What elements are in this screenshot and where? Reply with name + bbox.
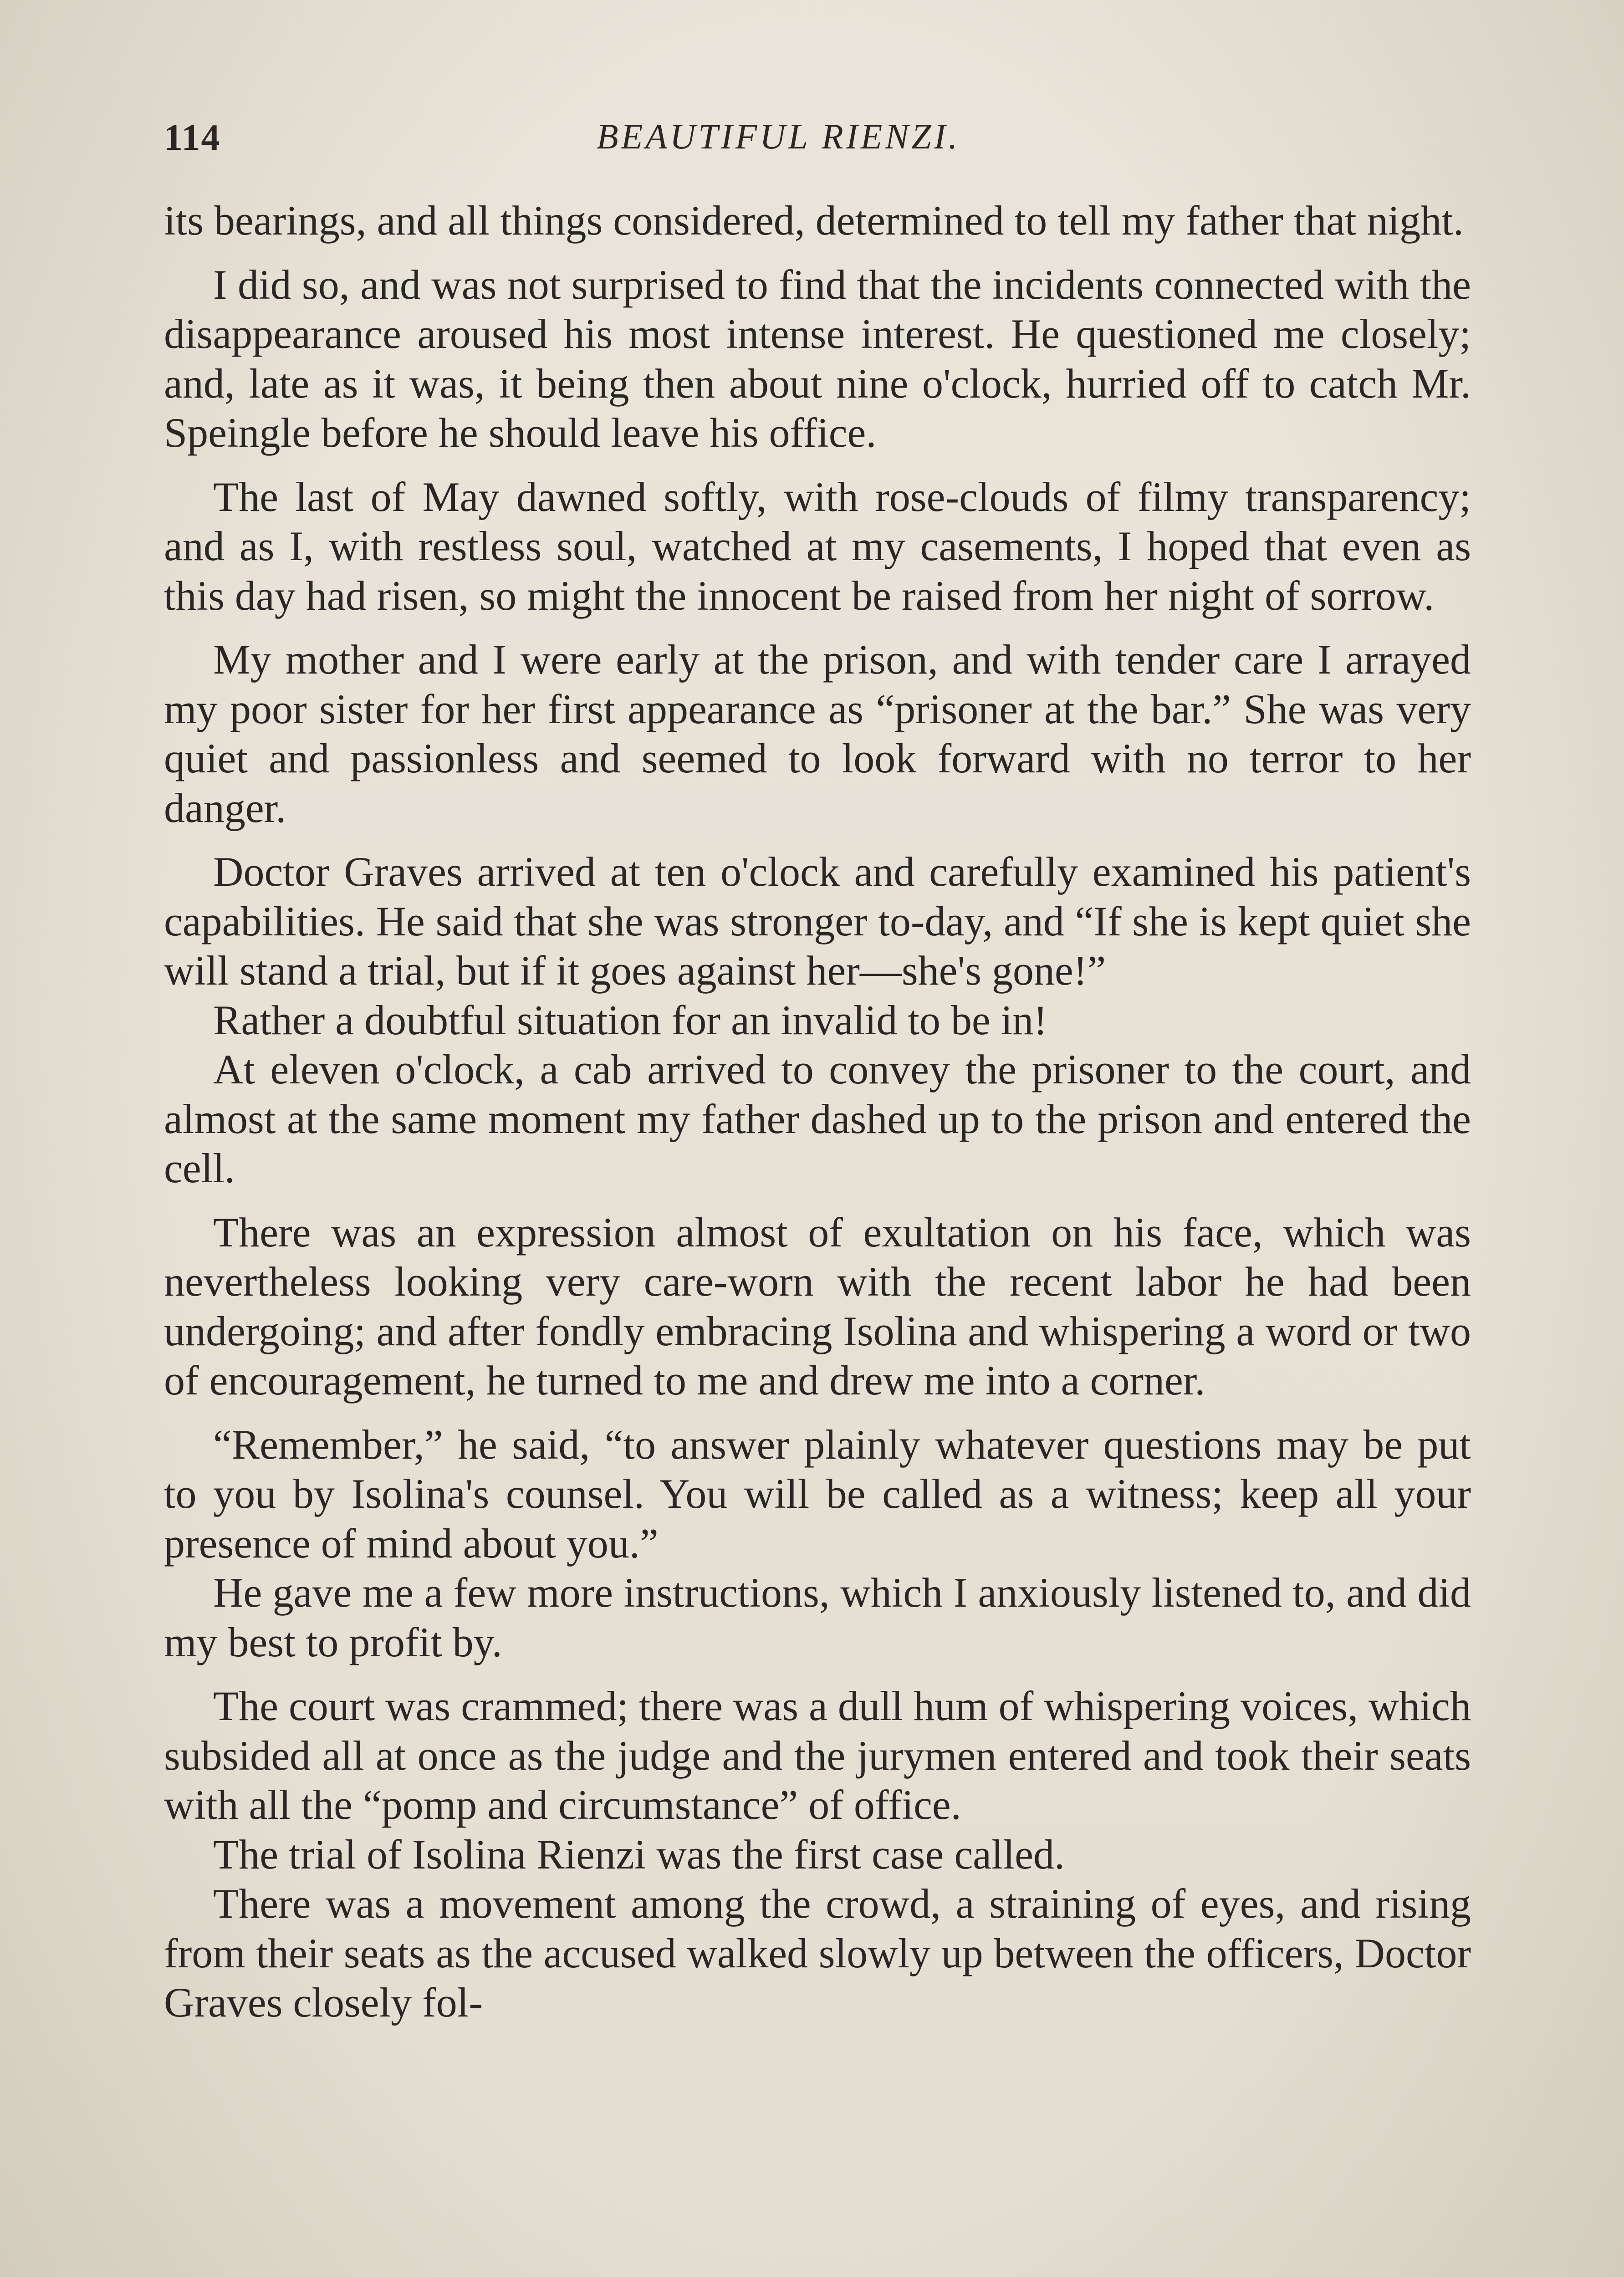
paragraph-continued: its bearings, and all things considered, determined to tell my father that night. (164, 197, 1464, 244)
body-text (164, 196, 1471, 2027)
paragraph: There was a movement among the crowd, a straining of eyes, and rising from their seats as the accused walked slowly up between the officers, Doctor Graves closely fol- (164, 1880, 1471, 2026)
running-title: BEAUTIFUL RIENZI. (597, 117, 960, 156)
paragraph: Doctor Graves arrived at ten o'clock and carefully examined his patient's capabilities. He said that she was stronger to-day, and “If she is kept quiet she will stand a trial, but if it goes against her—she's gone!” (164, 848, 1471, 994)
paragraph: “Remember,” he said, “to answer plainly whatever questions may be put to you by Isolina's counsel. You will be called as a witness; keep all your presence of mind about you.” (164, 1421, 1471, 1567)
page-header (164, 116, 1471, 166)
paragraph: He gave me a few more instructions, which I anxiously listened to, and did my best to profit by. (164, 1569, 1471, 1665)
paragraph: The trial of Isolina Rienzi was the first case called. (213, 1831, 1065, 1878)
paragraph: At eleven o'clock, a cab arrived to convey the prisoner to the court, and almost at the same moment my father dashed up to the prison and entered the cell. (164, 1046, 1471, 1191)
paragraph: The last of May dawned softly, with rose-clouds of filmy transparency; and as I, with restless soul, watched at my casements, I hoped that even as this day had risen, so might the innocent be raised from her night of sorrow. (164, 473, 1471, 619)
paragraph: There was an expression almost of exultation on his face, which was nevertheless looking very care-worn with the recent labor he had been undergoing; and after fondly embracing Isolina and whispering a word or two of encouragement, he turned to me and drew me into a corner. (164, 1209, 1471, 1404)
paragraph: I did so, and was not surprised to find that the incidents connected with the disappearance aroused his most intense interest. He questioned me closely; and, late as it was, it being then about nine o'clock, hurried off to catch Mr. Speingle before he should leave his office. (164, 261, 1471, 456)
paragraph: My mother and I were early at the prison, and with tender care I arrayed my poor sister for her first appearance as “prisoner at the bar.” She was very quiet and passionless and seemed to look forward with no terror to her danger. (164, 636, 1471, 831)
paragraph: The court was crammed; there was a dull hum of whispering voices, which subsided all at once as the judge and the jurymen entered and took their seats with all the “pomp and circumstance” of office. (164, 1683, 1471, 1828)
paragraph: Rather a doubtful situation for an invalid to be in! (213, 996, 1047, 1043)
page-number: 114 (164, 117, 221, 158)
